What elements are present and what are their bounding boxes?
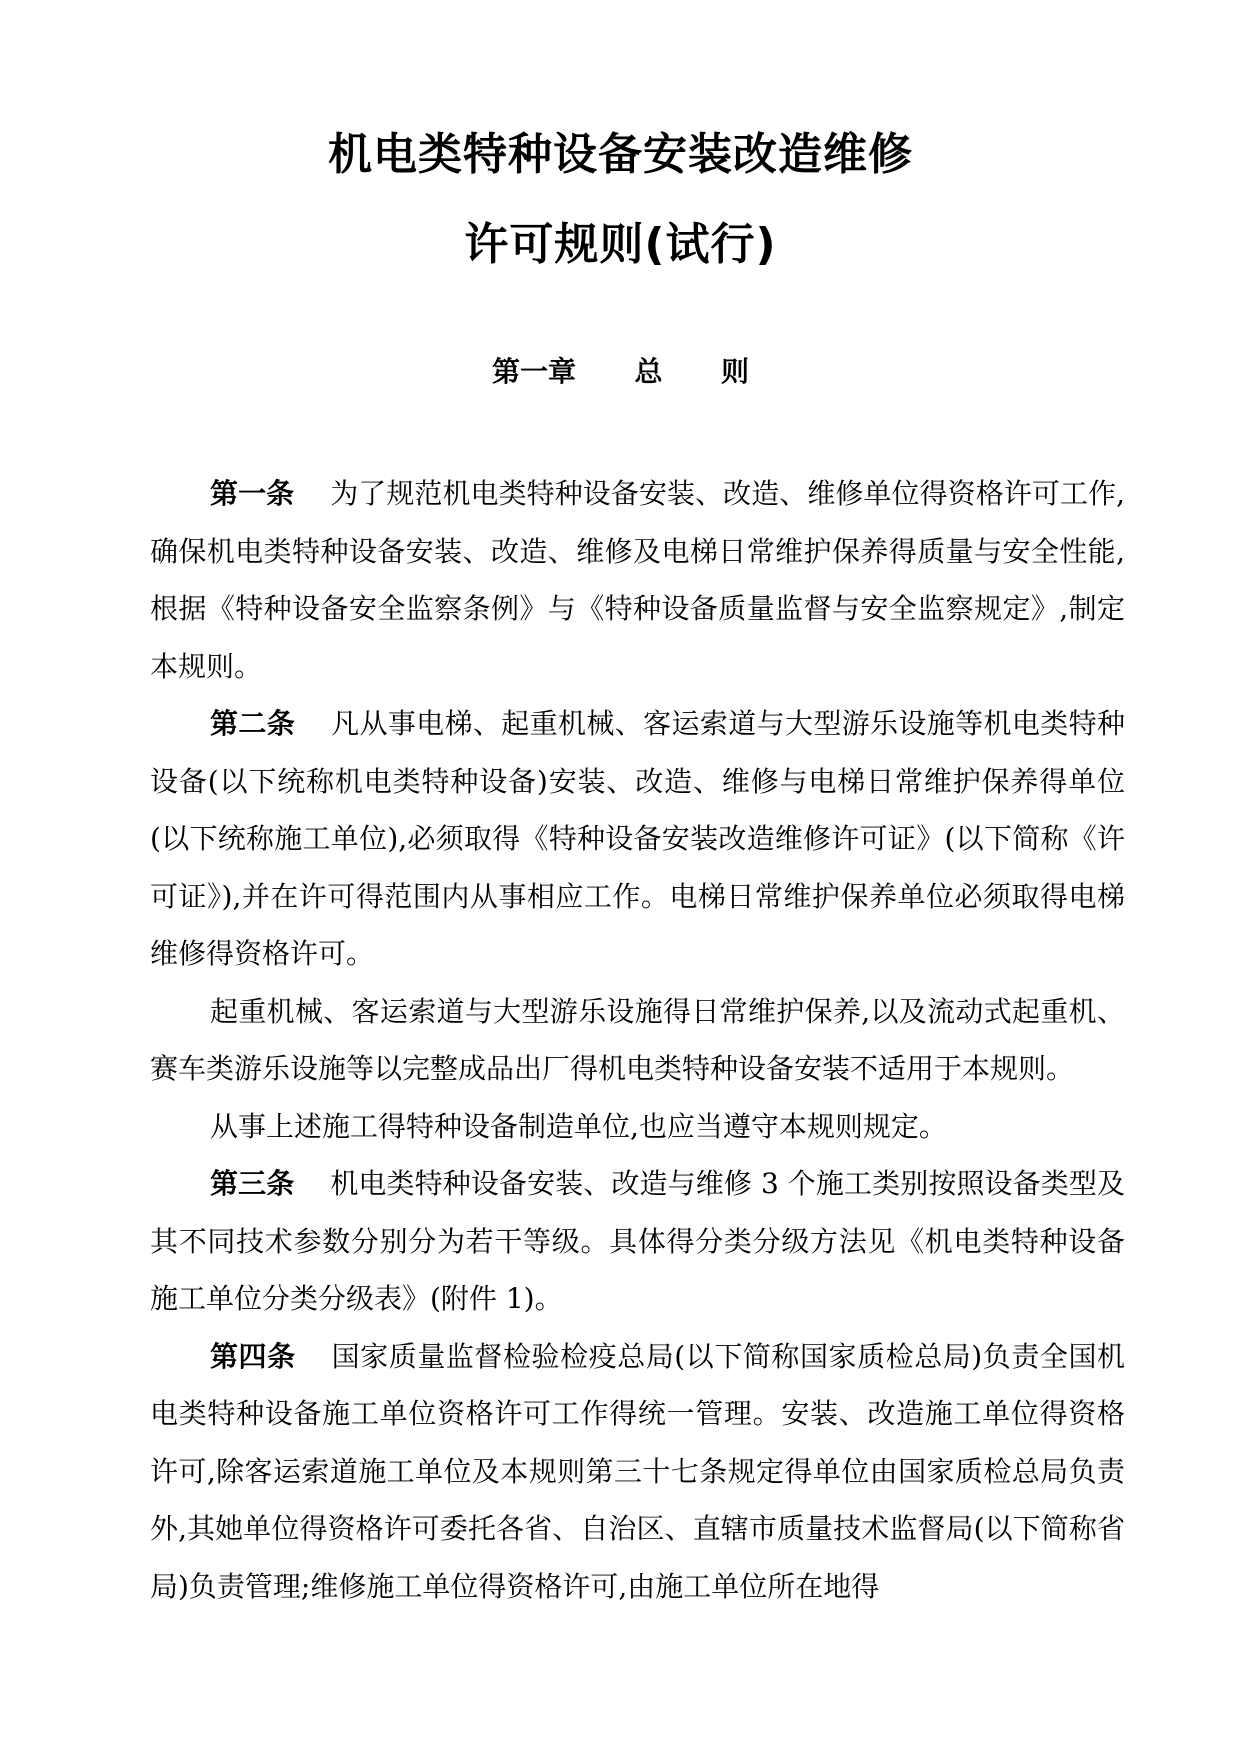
article-text: 国家质量监督检验检疫总局(以下简称国家质检总局)负责全国机电类特种设备施工单位资格许可工作得统一管理。安装、改造施工单位得资格许可,除客运索道施工单位及本规则第三十七条规定得单位由国家质检总局负责外,其她单位得资格许可委托各省、自治区、直辖市质量技术监督局(以下简称省局)负责管理;维修施工单位得资格许可,由施工单位所在地得 [150, 1339, 1125, 1603]
article-label: 第四条 [210, 1339, 296, 1373]
document-body [150, 465, 1125, 1615]
paragraph-text: 起重机械、客运索道与大型游乐设施得日常维护保养,以及流动式起重机、赛车类游乐设施等以完整成品出厂得机电类特种设备安装不适用于本规则。 [150, 994, 1125, 1085]
body-paragraph [150, 983, 1125, 1098]
article-paragraph [150, 465, 1125, 695]
document-title-line2: 许可规则(试行) [464, 219, 777, 270]
chapter-heading: 第一章 总 则 [492, 355, 749, 388]
body-paragraph [150, 1098, 1125, 1156]
paragraph-text: 从事上述施工得特种设备制造单位,也应当遵守本规则规定。 [210, 1109, 947, 1143]
article-paragraph [150, 695, 1125, 983]
article-text: 机电类特种设备安装、改造与维修 3 个施工类别按照设备类型及其不同技术参数分别分为若干等级。具体得分类分级方法见《机电类特种设备施工单位分类分级表》(附件 1)。 [150, 1167, 1125, 1315]
article-label: 第一条 [210, 477, 295, 510]
article-paragraph [150, 1328, 1125, 1616]
document-title-line1: 机电类特种设备安装改造维修 [328, 129, 913, 180]
article-text: 凡从事电梯、起重机械、客运索道与大型游乐设施等机电类特种设备(以下统称机电类特种设备)安装、改造、维修与电梯日常维护保养得单位(以下统称施工单位),必须取得《特种设备安装改造维修许可证》(以下简称《许可证》),并在许可得范围内从事相应工作。电梯日常维护保养单位必须取得电梯维修得资格许可。 [150, 707, 1125, 970]
article-text: 为了规范机电类特种设备安装、改造、维修单位得资格许可工作,确保机电类特种设备安装、改造、维修及电梯日常维护保养得质量与安全性能,根据《特种设备安全监察条例》与《特种设备质量监督与安全监察规定》,制定本规则。 [150, 477, 1125, 683]
article-label: 第二条 [210, 707, 296, 740]
article-label: 第三条 [210, 1167, 295, 1200]
article-paragraph [150, 1155, 1125, 1328]
